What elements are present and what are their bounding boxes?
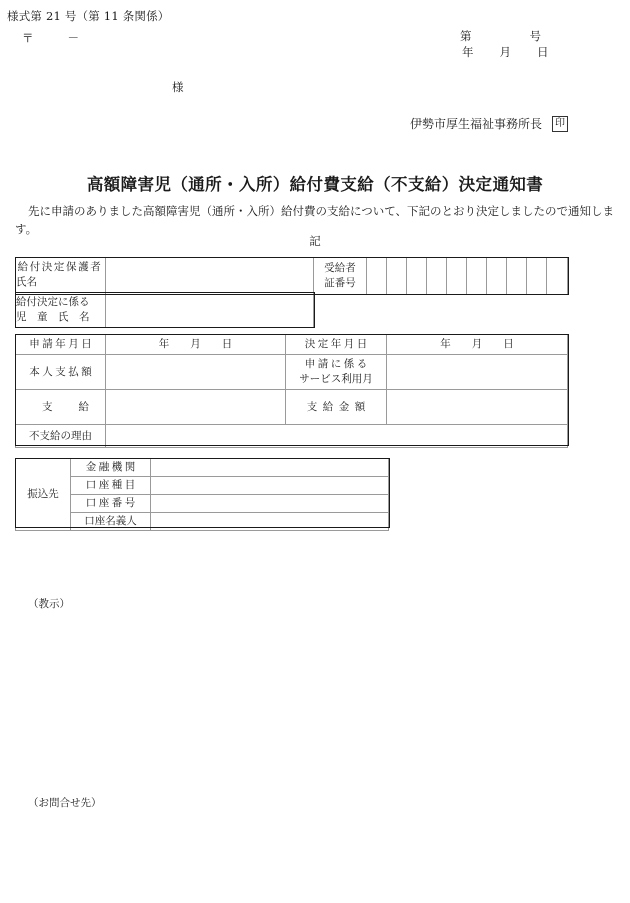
service-month-value[interactable] xyxy=(387,355,568,390)
recipient-table xyxy=(15,257,568,295)
account-number-value[interactable] xyxy=(151,495,389,513)
account-holder-value[interactable] xyxy=(151,513,389,531)
guardian-name-label xyxy=(16,258,106,295)
document-number-line xyxy=(460,28,541,44)
account-type-label-text: 口座種目 xyxy=(85,479,138,491)
contact-label: （お問合せ先） xyxy=(28,797,102,809)
cert-number-box[interactable] xyxy=(447,258,467,295)
date-month-label: 月 xyxy=(499,45,511,59)
cert-number-box[interactable] xyxy=(367,258,387,295)
child-name-label xyxy=(16,293,106,328)
non-payment-reason-label: 不支給の理由 xyxy=(16,425,106,448)
cert-number-box[interactable] xyxy=(407,258,427,295)
cert-number-box[interactable] xyxy=(507,258,527,295)
application-date-label-text: 申請年月日 xyxy=(29,338,95,350)
table-row xyxy=(16,495,389,513)
child-name-label-line2: 児 童 氏 名 xyxy=(16,311,90,323)
account-number-label-text: 口座番号 xyxy=(85,497,138,509)
non-payment-reason-value[interactable] xyxy=(106,425,568,448)
self-payment-label-text: 本人支払額 xyxy=(29,365,95,378)
decision-date-value[interactable]: 年 月 日 xyxy=(387,335,568,355)
payment-amount-label-text: 支給金額 xyxy=(306,400,371,413)
table-row xyxy=(16,459,389,477)
bank-name-label xyxy=(71,459,151,477)
table-row xyxy=(16,258,568,295)
self-payment-value[interactable] xyxy=(106,355,286,390)
postal-symbol: 〒 xyxy=(22,31,34,45)
child-name-table xyxy=(15,292,314,328)
payment-amount-label xyxy=(286,390,387,425)
cert-number-box[interactable] xyxy=(487,258,507,295)
account-number-label xyxy=(71,495,151,513)
cert-number-box[interactable] xyxy=(527,258,547,295)
document-date-line xyxy=(462,44,549,60)
decision-date-label-text: 決定年月日 xyxy=(304,338,370,350)
cert-number-box[interactable] xyxy=(427,258,447,295)
document-title: 高額障害児（通所・入所）給付費支給（不支給）決定通知書 xyxy=(86,175,544,194)
account-type-label xyxy=(71,477,151,495)
cert-number-box[interactable] xyxy=(387,258,407,295)
intro-paragraph: 先に申請のありました高額障害児（通所・入所）給付費の支給について、下記のとおり決定しましたので通知します。 xyxy=(15,204,615,236)
self-payment-label xyxy=(16,355,106,390)
service-month-label-line2: サービス利用月 xyxy=(299,373,373,385)
bank-name-value[interactable] xyxy=(151,459,389,477)
date-year-label: 年 xyxy=(462,45,474,59)
account-holder-label-text: 口座名義人 xyxy=(84,515,137,527)
form-number: 様式第 21 号（第 11 条関係） xyxy=(7,9,170,23)
transfer-table xyxy=(15,458,389,531)
issuer-line xyxy=(410,115,568,132)
service-month-label-line1: 申請に係る xyxy=(304,358,370,370)
account-holder-label xyxy=(71,513,151,531)
payment-label xyxy=(16,390,115,425)
seal-icon: 印 xyxy=(552,116,568,132)
table-row xyxy=(16,355,568,390)
table-row xyxy=(16,513,389,531)
postal-dash: － xyxy=(67,31,79,45)
bank-name-label-text: 金融機関 xyxy=(85,461,138,473)
payment-label-text: 支給 xyxy=(42,400,115,413)
date-day-label: 日 xyxy=(537,45,549,59)
addressee-honorific: 様 xyxy=(172,80,184,94)
decision-date-label xyxy=(286,335,387,355)
application-date-label xyxy=(16,335,106,355)
instruction-label: （教示） xyxy=(28,598,70,610)
decision-table xyxy=(15,334,568,448)
cert-number-box[interactable] xyxy=(467,258,487,295)
guardian-name-value[interactable] xyxy=(106,258,314,295)
ki-mark: 記 xyxy=(309,234,321,248)
issuer-name: 伊勢市厚生福祉事務所長 xyxy=(410,117,543,131)
payment-value[interactable] xyxy=(106,390,286,425)
guardian-name-label-line1: 給付決定保護者 xyxy=(17,261,103,273)
cert-number-box[interactable] xyxy=(547,258,568,295)
account-type-value[interactable] xyxy=(151,477,389,495)
document-number-prefix: 第 xyxy=(460,29,472,43)
table-row xyxy=(16,335,568,355)
table-row xyxy=(16,425,568,448)
child-name-label-line1: 給付決定に係る xyxy=(16,296,90,308)
recipient-cert-label-line1: 受給者 xyxy=(324,262,356,274)
postal-code-line xyxy=(22,30,79,46)
transfer-group-label: 振込先 xyxy=(16,459,71,531)
service-month-label xyxy=(286,355,387,390)
recipient-cert-number-label xyxy=(314,258,367,295)
table-row xyxy=(16,293,314,328)
table-row xyxy=(16,390,568,425)
document-number-suffix: 号 xyxy=(529,29,541,43)
table-row xyxy=(16,477,389,495)
guardian-name-label-line2: 氏名 xyxy=(16,276,37,288)
recipient-cert-label-line2: 証番号 xyxy=(324,277,356,289)
payment-amount-value[interactable] xyxy=(387,390,568,425)
child-name-value[interactable] xyxy=(106,293,314,328)
application-date-value[interactable]: 年 月 日 xyxy=(106,335,286,355)
